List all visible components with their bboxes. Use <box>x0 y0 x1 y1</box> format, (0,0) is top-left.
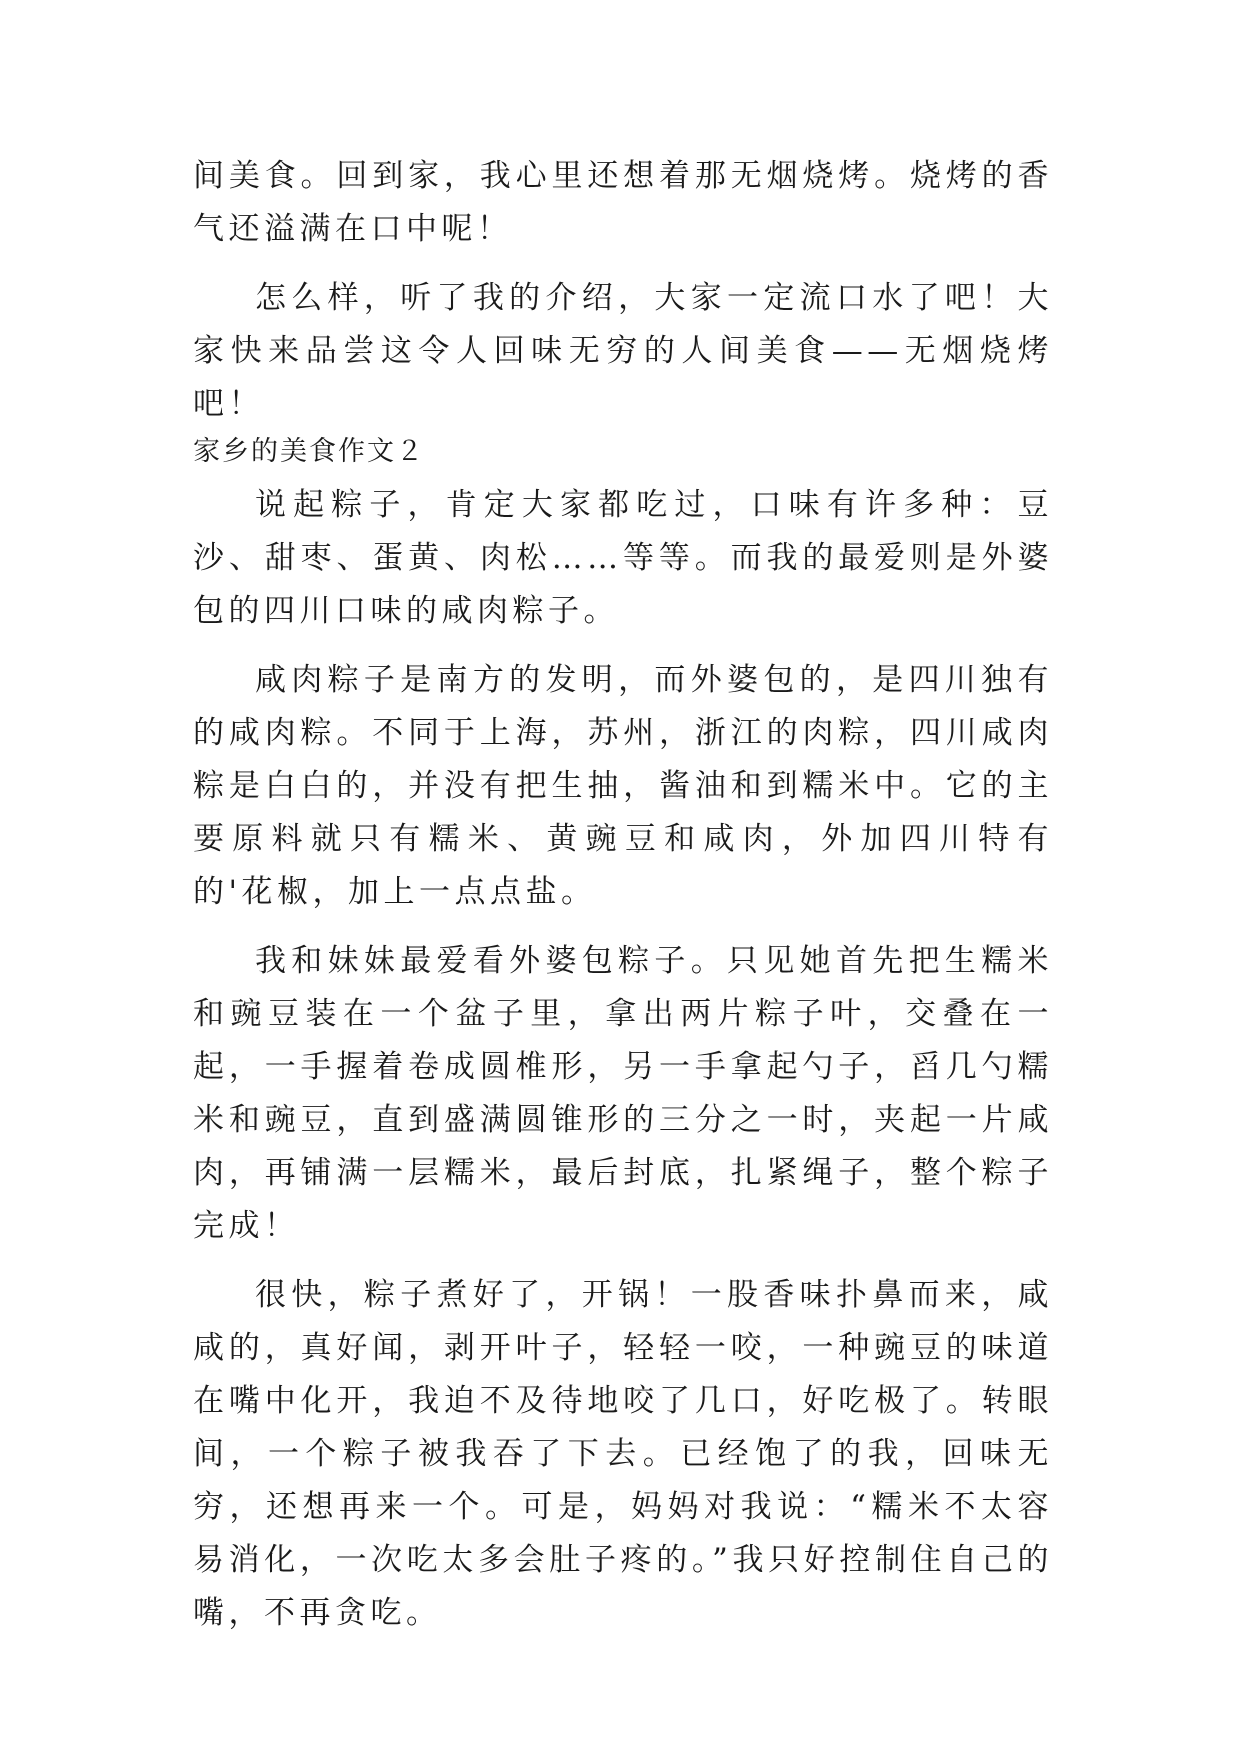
document-page <box>193 150 1053 1640</box>
paragraph-3: 我和妹妹最爱看外婆包粽子。只见她首先把生糯米和豌豆装在一个盆子里，拿出两片粽子叶，交叠在一起，一手握着卷成圆椎形，另一手拿起勺子，舀几勺糯米和豌豆，直到盛满圆锥形的三分之一时，夹起一片咸肉，再铺满一层糯米，最后封底，扎紧绳子，整个粽子完成！ <box>193 943 1053 1244</box>
essay-title: 家乡的美食作文２ <box>193 436 425 467</box>
closing-paragraph: 怎么样，听了我的介绍，大家一定流口水了吧！大家快来品尝这令人回味无穷的人间美食——无烟烧烤吧！ <box>193 280 1053 422</box>
paragraph-2: 咸肉粽子是南方的发明，而外婆包的，是四川独有的咸肉粽。不同于上海，苏州，浙江的肉粽，四川咸肉粽是白白的，并没有把生抽，酱油和到糯米中。它的主要原料就只有糯米、黄豌豆和咸肉，外加四川特有的'花椒，加上一点点盐。 <box>193 662 1053 910</box>
paragraph-4: 很快，粽子煮好了，开锅！一股香味扑鼻而来，咸咸的，真好闻，剥开叶子，轻轻一咬，一种豌豆的味道在嘴中化开，我迫不及待地咬了几口，好吃极了。转眼间，一个粽子被我吞了下去。已经饱了的我，回味无穷，还想再来一个。可是，妈妈对我说：“糯米不太容易消化，一次吃太多会肚子疼的。”我只好控制住自己的嘴，不再贪吃。 <box>193 1277 1053 1631</box>
paragraph-1: 说起粽子，肯定大家都吃过，口味有许多种：豆沙、甜枣、蛋黄、肉松……等等。而我的最爱则是外婆包的四川口味的咸肉粽子。 <box>193 487 1053 629</box>
continued-paragraph: 间美食。回到家，我心里还想着那无烟烧烤。烧烤的香气还溢满在口中呢！ <box>193 158 1053 247</box>
